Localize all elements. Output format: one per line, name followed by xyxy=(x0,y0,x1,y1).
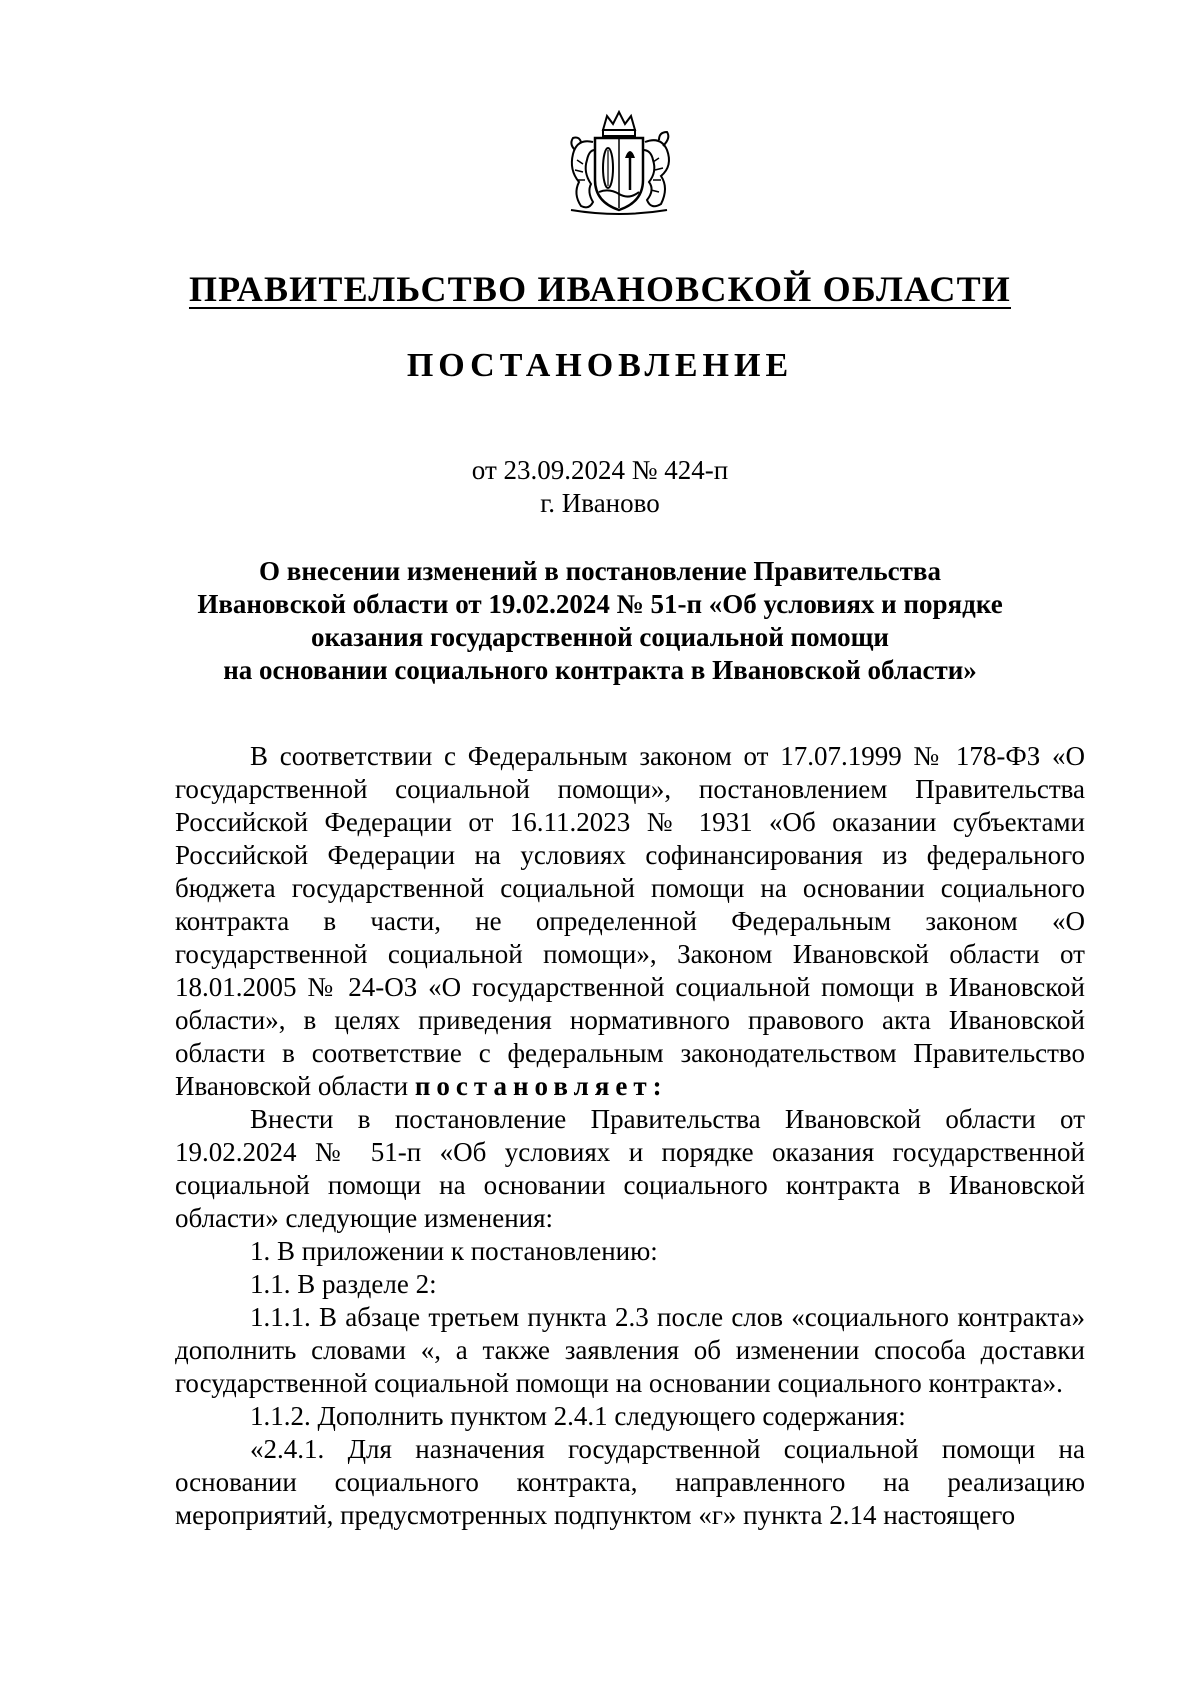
preamble-text: В соответствии с Федеральным законом от 17.07.1999 № 178-ФЗ «О государственной социальной помощи», постановлением Правительства Российской Федерации от 16.11.2023 № 1931 «Об оказании субъектами Российской Федерации на условиях софинансирования из федерального бюджета государственной социальной помощи на основании социального контракта в части, не определенной Федеральным законом «О государственной социальной помощи», Законом Ивановской области от 18.01.2005 № 24-ОЗ «О государственной социальной помощи в Ивановской области», в целях приведения нормативного правового акта Ивановской области в соответствие с федеральным законодательством Правительство Ивановской области xyxy=(175,741,1085,1101)
paragraph-item-1-1-1: 1.1.1. В абзаце третьем пункта 2.3 после слов «социального контракта» дополнить словами «, а также заявления об изменении способа доставки государственной социальной помощи на основании социального контракта». xyxy=(175,1302,1085,1398)
paragraph-amend-intro: Внести в постановление Правительства Ивановской области от 19.02.2024 № 51-п «Об условиях и порядке оказания государственной социальной помощи на основании социального контракта в Ивановской области» следующие изменения: xyxy=(175,1104,1085,1233)
document-subject xyxy=(150,555,1050,687)
paragraph-item-1-1: 1.1. В разделе 2: xyxy=(250,1269,437,1299)
government-name: ПРАВИТЕЛЬСТВО ИВАНОВСКОЙ ОБЛАСТИ xyxy=(188,269,1011,309)
paragraph-item-2-4-1: «2.4.1. Для назначения государственной социальной помощи на основании социального контракта, направленного на реализацию мероприятий, предусмотренных подпунктом «г» пункта 2.14 настоящего xyxy=(175,1434,1085,1530)
subject-line-4: на основании социального контракта в Ивановской области» xyxy=(223,655,977,685)
subject-line-1: О внесении изменений в постановление Правительства xyxy=(259,556,941,586)
document-body xyxy=(175,740,1085,1532)
resolution-keyword: постановляет: xyxy=(414,1071,668,1101)
document-city: г. Иваново xyxy=(540,488,660,518)
paragraph-preamble xyxy=(175,740,1085,1103)
subject-line-3: оказания государственной социальной помощи xyxy=(311,622,889,652)
paragraph-item-1-1-2: 1.1.2. Дополнить пунктом 2.4.1 следующего содержания: xyxy=(250,1401,906,1431)
subject-line-2: Ивановской области от 19.02.2024 № 51-п «Об условиях и порядке xyxy=(197,589,1003,619)
government-title xyxy=(0,268,1200,310)
document-date-number: от 23.09.2024 № 424-п xyxy=(471,455,729,485)
document-type: ПОСТАНОВЛЕНИЕ xyxy=(406,347,794,384)
paragraph-item-1: 1. В приложении к постановлению: xyxy=(250,1236,658,1266)
coat-of-arms-icon xyxy=(563,110,675,220)
